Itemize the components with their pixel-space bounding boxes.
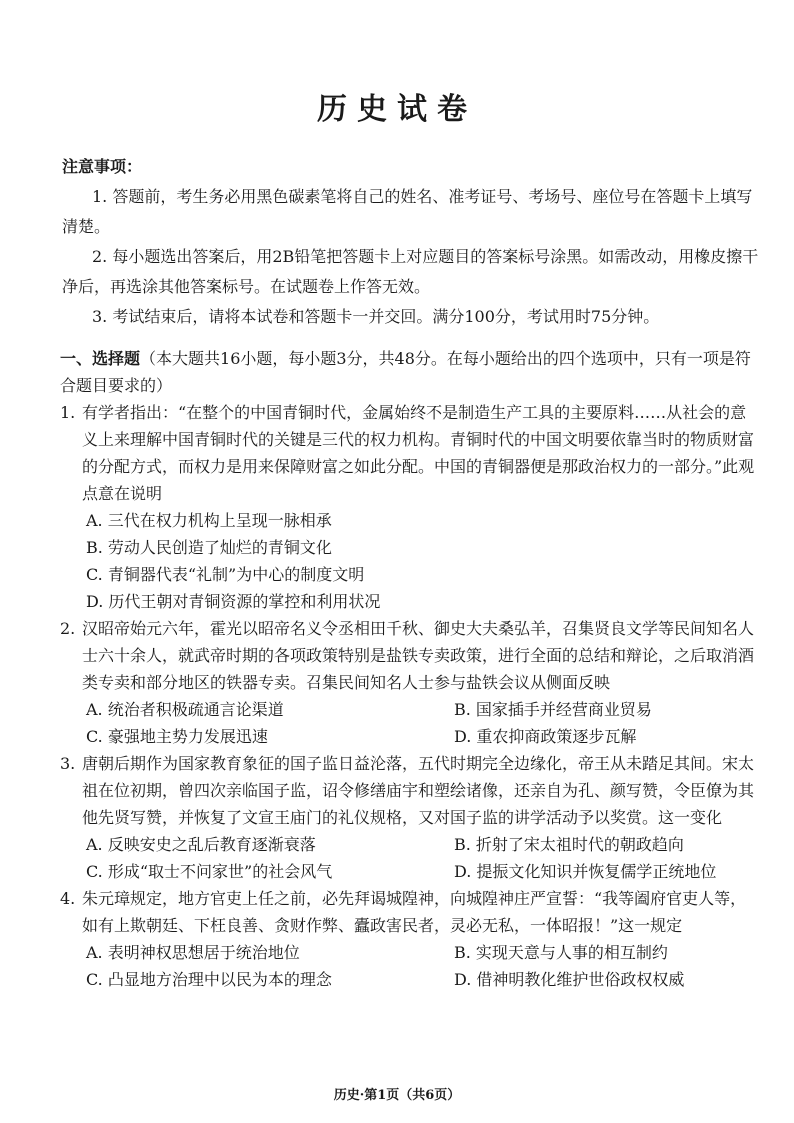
question-1 <box>60 399 760 615</box>
option-b: B. 折射了宋太祖时代的朝政趋向 <box>454 835 684 854</box>
section-title: 一、选择题 <box>60 349 141 368</box>
question-4 <box>60 885 760 993</box>
question-number: 1. <box>60 403 76 422</box>
option-a: A. 反映安史之乱后教育逐渐衰落 <box>86 835 316 854</box>
option-b: B. 国家插手并经营商业贸易 <box>454 700 652 719</box>
options-list <box>82 696 760 750</box>
page-title: 历史试卷 <box>317 92 477 127</box>
option-b: B. 劳动人民创造了灿烂的青铜文化 <box>86 538 332 557</box>
section-header <box>60 345 760 399</box>
options-list <box>82 507 760 615</box>
option-c: C. 豪强地主势力发展迅速 <box>86 727 268 746</box>
options-list <box>82 831 760 885</box>
page-footer: 历史·第1页（共6页） <box>333 1088 461 1103</box>
option-d: D. 借神明教化维护世俗政权权威 <box>454 970 685 989</box>
option-d: D. 提振文化知识并恢复儒学正统地位 <box>454 862 717 881</box>
question-stem: 有学者指出：“在整个的中国青铜时代，金属始终不是制造生产工具的主要原料……从社会的意义上来理解中国青铜时代的关键是三代的权力机构。青铜时代的中国文明要依靠当时的物质财富的分配方式，而权力是用来保障财富之如此分配。中国的青铜器便是那政治权力的一部分。”此观点意在说明 <box>82 403 755 503</box>
option-d: D. 历代王朝对青铜资源的掌控和利用状况 <box>86 592 381 611</box>
section-description: （本大题共16小题，每小题3分，共48分。在每小题给出的四个选项中，只有一项是符合题目要求的） <box>60 349 751 395</box>
question-stem: 唐朝后期作为国家教育象征的国子监日益沦落，五代时期完全边缘化，帝王从未踏足其间。宋太祖在位初期，曾四次亲临国子监，诏令修缮庙宇和塑绘诸像，还亲自为孔、颜写赞，令臣僚为其他先贤写赞，并恢复了文宣王庙门的礼仪规格，又对国子监的讲学活动予以奖赏。这一变化 <box>82 754 755 827</box>
notice-item: 1. 答题前，考生务必用黑色碳素笔将自己的姓名、准考证号、考场号、座位号在答题卡上填写清楚。 <box>62 187 753 236</box>
notice-item: 2. 每小题选出答案后，用2B铅笔把答题卡上对应题目的答案标号涂黑。如需改动，用橡皮擦干净后，再选涂其他答案标号。在试题卷上作答无效。 <box>62 247 759 296</box>
multiple-choice-section <box>60 345 760 993</box>
question-stem: 朱元璋规定，地方官吏上任之前，必先拜谒城隍神，向城隍神庄严宣誓：“我等阖府官吏人等，如有上欺朝廷、下枉良善、贪财作弊、蠹政害民者，灵必无私，一体昭报！”这一规定 <box>82 889 747 935</box>
question-stem: 汉昭帝始元六年，霍光以昭帝名义令丞相田千秋、御史大夫桑弘羊，召集贤良文学等民间知名人士六十余人，就武帝时期的各项政策特别是盐铁专卖政策，进行全面的总结和辩论，之后取消酒类专卖和部分地区的铁器专卖。召集民间知名人士参与盐铁会议从侧面反映 <box>82 619 755 692</box>
option-b: B. 实现天意与人事的相互制约 <box>454 943 668 962</box>
question-2 <box>60 615 760 750</box>
option-a: A. 三代在权力机构上呈现一脉相承 <box>86 511 332 530</box>
question-number: 3. <box>60 754 76 773</box>
option-a: A. 表明神权思想居于统治地位 <box>86 943 300 962</box>
notice-block <box>62 152 762 332</box>
options-list <box>82 939 760 993</box>
option-d: D. 重农抑商政策逐步瓦解 <box>454 727 637 746</box>
notice-item: 3. 考试结束后，请将本试卷和答题卡一并交回。满分100分，考试用时75分钟。 <box>92 307 660 326</box>
option-a: A. 统治者积极疏通言论渠道 <box>86 700 284 719</box>
question-number: 2. <box>60 619 76 638</box>
option-c: C. 青铜器代表“礼制”为中心的制度文明 <box>86 565 365 584</box>
option-c: C. 形成“取士不问家世”的社会风气 <box>86 862 333 881</box>
question-number: 4. <box>60 889 76 908</box>
option-c: C. 凸显地方治理中以民为本的理念 <box>86 970 332 989</box>
notice-heading: 注意事项： <box>62 157 143 176</box>
question-3 <box>60 750 760 885</box>
